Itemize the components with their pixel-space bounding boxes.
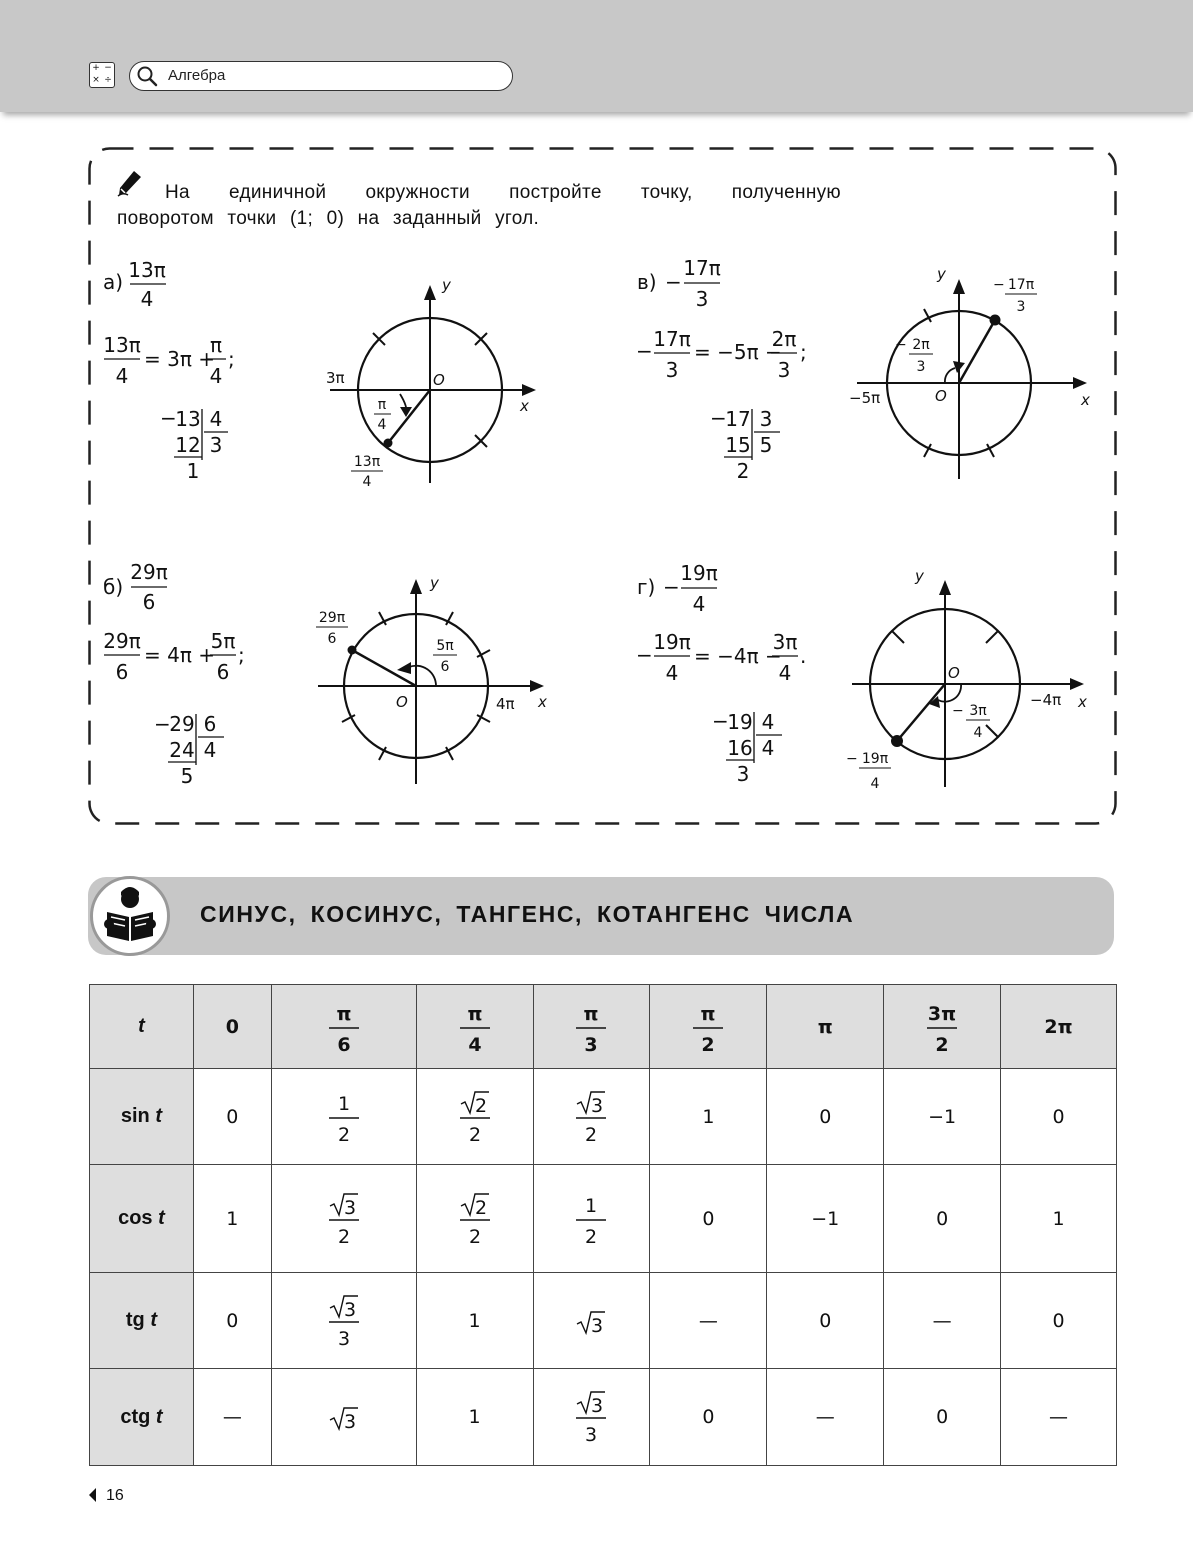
fraction-value [566, 1188, 616, 1250]
fraction-value [683, 996, 733, 1058]
table-cell [767, 1069, 884, 1165]
page-number [89, 1487, 124, 1505]
svg-text:2: 2 [474, 1094, 487, 1117]
svg-text:4: 4 [209, 364, 223, 388]
svg-text:x: x [1078, 693, 1087, 711]
svg-text:5π: 5π [436, 638, 454, 654]
svg-text:−: − [636, 643, 653, 667]
svg-text:4: 4 [692, 592, 706, 616]
header-angle [533, 985, 650, 1069]
cell-value: 0 [936, 1207, 949, 1230]
svg-text:O: O [935, 387, 947, 405]
fraction-value [566, 996, 616, 1058]
svg-text:4: 4 [467, 1033, 482, 1056]
cell-value: — [932, 1309, 952, 1332]
svg-text:3: 3 [343, 1411, 356, 1433]
svg-text:29: 29 [169, 712, 195, 736]
svg-text:π: π [700, 1002, 716, 1025]
svg-text:3π: 3π [772, 630, 798, 654]
svg-text:−4π: −4π [1030, 691, 1062, 709]
svg-text:3: 3 [759, 407, 773, 431]
unit-circle-diagram-v [845, 265, 1095, 490]
svg-text:= 4π +: = 4π + [144, 643, 215, 667]
svg-text:π: π [377, 397, 387, 413]
svg-text:π: π [467, 1002, 483, 1025]
svg-text:1: 1 [186, 459, 200, 483]
prev-page-icon[interactable] [89, 1488, 96, 1502]
svg-text:−: − [895, 337, 907, 353]
table-cell [533, 1165, 650, 1273]
svg-text:19: 19 [727, 710, 753, 734]
svg-text:= −4π −: = −4π − [694, 644, 782, 668]
row-function-label: cos t [90, 1165, 194, 1273]
svg-text:24: 24 [169, 738, 195, 762]
svg-text:−: − [636, 339, 653, 363]
cell-value: 0 [819, 1105, 832, 1128]
section-title: СИНУС, КОСИНУС, ТАНГЕНС, КОТАНГЕНС ЧИСЛА [200, 901, 855, 927]
svg-text:3: 3 [343, 1196, 356, 1219]
svg-text:3: 3 [584, 1033, 599, 1056]
trig-values-table [89, 984, 1117, 1466]
search-text: Алгебра [168, 67, 226, 84]
cell-value: — [698, 1309, 718, 1332]
header-angle [650, 985, 767, 1069]
svg-text:3: 3 [337, 1327, 350, 1350]
svg-text:6: 6 [216, 660, 230, 684]
table-cell [193, 1165, 271, 1273]
svg-text:1: 1 [585, 1194, 598, 1217]
svg-text:−: − [665, 270, 682, 294]
svg-text:5π: 5π [210, 629, 236, 653]
svg-text:O: O [396, 693, 408, 711]
cell-value: 0 [1052, 1309, 1065, 1332]
svg-text:−: − [663, 575, 680, 599]
svg-text:π: π [583, 1002, 599, 1025]
item-b-math [100, 560, 320, 790]
svg-text:19π: 19π [861, 751, 889, 767]
header-angle [193, 985, 271, 1069]
table-cell [271, 1369, 416, 1466]
svg-text:−: − [712, 709, 729, 733]
plus-glyph: + [92, 63, 100, 73]
svg-text:2: 2 [474, 1196, 487, 1219]
svg-text:29π: 29π [130, 560, 168, 584]
table-header-row [90, 985, 1117, 1069]
table-cell [884, 1273, 1001, 1369]
svg-text:17π: 17π [653, 327, 691, 351]
unit-circle-diagram-a [320, 275, 550, 495]
cell-value: — [815, 1406, 835, 1428]
table-cell [193, 1369, 271, 1466]
svg-text:3π: 3π [326, 369, 345, 387]
table-row [90, 1165, 1117, 1273]
item-a-label: а) [103, 270, 124, 294]
search-field[interactable] [129, 61, 513, 91]
table-cell [533, 1273, 650, 1369]
item-v-label: в) [637, 270, 657, 294]
svg-text:13π: 13π [103, 333, 141, 357]
svg-text:−: − [710, 406, 727, 430]
svg-text:6: 6 [327, 631, 337, 647]
svg-text:2: 2 [468, 1123, 481, 1146]
fraction-value [319, 996, 369, 1058]
svg-text:−: − [160, 406, 177, 430]
svg-text:−: − [993, 277, 1005, 293]
cell-value: 1 [468, 1406, 481, 1428]
table-cell [416, 1273, 533, 1369]
svg-text:3: 3 [591, 1314, 604, 1337]
table-cell [271, 1069, 416, 1165]
table-cell [1001, 1165, 1117, 1273]
item-g-label: г) [637, 575, 656, 599]
page-number-text: 16 [106, 1487, 124, 1504]
table-cell [533, 1069, 650, 1165]
cell-value: 2π [1044, 1015, 1073, 1038]
task-instruction [117, 180, 841, 232]
cell-value: 0 [702, 1207, 715, 1230]
svg-text:3: 3 [695, 287, 709, 311]
svg-text:4: 4 [209, 407, 223, 431]
svg-text:2: 2 [935, 1033, 949, 1056]
cell-value: 1 [468, 1309, 481, 1332]
fraction-value [450, 1086, 500, 1148]
svg-text:2: 2 [337, 1225, 350, 1248]
table-cell [193, 1069, 271, 1165]
svg-text:;: ; [238, 643, 245, 667]
svg-text:y: y [937, 265, 946, 283]
svg-text:6: 6 [440, 659, 450, 675]
svg-text:2π: 2π [771, 327, 797, 351]
svg-text:4: 4 [140, 287, 154, 311]
svg-text:= −5π −: = −5π − [694, 340, 782, 364]
cell-value: 0 [225, 1015, 239, 1038]
calculator-icon[interactable] [89, 62, 115, 88]
table-cell [884, 1165, 1001, 1273]
table-cell [767, 1165, 884, 1273]
cell-value: — [222, 1406, 242, 1428]
fraction-value [450, 1188, 500, 1250]
fraction-value [566, 1386, 616, 1448]
svg-text:x: x [538, 693, 547, 711]
svg-text:−: − [154, 712, 171, 736]
svg-text:3: 3 [777, 358, 791, 382]
svg-text:17: 17 [725, 407, 751, 431]
table-cell [416, 1069, 533, 1165]
minus-glyph: − [104, 63, 112, 73]
svg-text:17π: 17π [683, 256, 721, 280]
svg-text:6: 6 [203, 712, 217, 736]
svg-text:3: 3 [585, 1424, 598, 1446]
table-cell [1001, 1369, 1117, 1466]
svg-text:2: 2 [585, 1225, 598, 1248]
task-line-2: поворотом точки (1; 0) на заданный угол. [117, 208, 540, 229]
svg-text:3: 3 [343, 1298, 356, 1321]
cell-value: −1 [928, 1105, 957, 1128]
svg-text:2π: 2π [912, 337, 930, 353]
times-glyph: × [92, 75, 100, 85]
table-cell [271, 1273, 416, 1369]
cell-value: 0 [702, 1406, 715, 1428]
cell-value: 1 [702, 1105, 715, 1128]
table-row [90, 1069, 1117, 1165]
svg-text:O: O [948, 664, 960, 682]
table-cell [1001, 1069, 1117, 1165]
svg-text:y: y [442, 276, 451, 294]
svg-text:3: 3 [591, 1395, 604, 1417]
fraction-value [319, 1188, 369, 1250]
header-angle [271, 985, 416, 1069]
svg-text:1: 1 [337, 1092, 350, 1115]
svg-text:−: − [952, 703, 964, 719]
item-a-math [100, 255, 320, 485]
root-value [319, 1400, 369, 1434]
fraction-value [319, 1086, 369, 1148]
cell-value: 0 [936, 1406, 949, 1428]
svg-text:x: x [1081, 391, 1090, 409]
svg-text:;: ; [800, 340, 807, 364]
svg-text:4: 4 [761, 710, 775, 734]
fraction-value [917, 996, 967, 1058]
svg-text:5: 5 [759, 433, 773, 457]
svg-text:13π: 13π [353, 454, 381, 470]
table-cell [767, 1369, 884, 1466]
svg-text:3: 3 [665, 358, 679, 382]
svg-text:6: 6 [337, 1033, 351, 1056]
svg-text:4: 4 [362, 474, 372, 490]
cell-value: 1 [226, 1207, 239, 1230]
svg-text:4: 4 [377, 417, 387, 433]
svg-text:x: x [520, 397, 529, 415]
svg-text:4: 4 [115, 364, 129, 388]
svg-text:13π: 13π [128, 258, 166, 282]
header-t: t [90, 985, 194, 1069]
header-angle [1001, 985, 1117, 1069]
svg-text:.: . [800, 644, 807, 668]
item-g-math [634, 560, 854, 790]
table-cell [1001, 1273, 1117, 1369]
svg-text:;: ; [228, 347, 235, 371]
svg-text:2: 2 [468, 1225, 481, 1248]
table-cell [767, 1273, 884, 1369]
fraction-value [319, 1290, 369, 1352]
table-cell [650, 1165, 767, 1273]
svg-text:4: 4 [973, 725, 983, 741]
table-cell [416, 1165, 533, 1273]
svg-text:3: 3 [916, 359, 926, 375]
cell-value: 0 [819, 1309, 832, 1332]
task-line-1: На единичной окружности постройте точку, полученную [165, 182, 841, 203]
svg-text:19π: 19π [680, 561, 718, 585]
cell-value: — [1049, 1406, 1069, 1428]
unit-circle-diagram-b [310, 570, 555, 790]
table-cell [884, 1369, 1001, 1466]
root-value [566, 1304, 616, 1338]
svg-text:17π: 17π [1007, 277, 1035, 293]
svg-text:3π: 3π [927, 1002, 957, 1025]
cell-value: π [817, 1015, 833, 1038]
svg-text:6: 6 [142, 590, 156, 614]
row-function-label: sin t [90, 1069, 194, 1165]
table-cell [193, 1273, 271, 1369]
search-icon[interactable] [136, 65, 158, 87]
svg-text:4: 4 [203, 738, 217, 762]
svg-text:4π: 4π [496, 695, 515, 713]
svg-text:3: 3 [591, 1094, 604, 1117]
row-function-label: ctg t [90, 1369, 194, 1466]
svg-text:2: 2 [337, 1123, 350, 1146]
cell-value: −1 [811, 1207, 840, 1230]
svg-text:12: 12 [175, 433, 201, 457]
svg-text:−5π: −5π [849, 389, 881, 407]
svg-text:3: 3 [209, 433, 223, 457]
cell-value: 0 [226, 1309, 239, 1332]
svg-text:4: 4 [761, 736, 775, 760]
fraction-value [566, 1086, 616, 1148]
table-cell [884, 1069, 1001, 1165]
item-b-label: б) [103, 575, 124, 599]
svg-text:π: π [336, 1002, 352, 1025]
table-cell [533, 1369, 650, 1466]
svg-text:19π: 19π [653, 630, 691, 654]
table-cell [416, 1369, 533, 1466]
cell-value: 1 [1052, 1207, 1065, 1230]
unit-circle-diagram-g [840, 565, 1095, 795]
table-row [90, 1273, 1117, 1369]
svg-text:= 3π +: = 3π + [144, 347, 215, 371]
svg-text:2: 2 [701, 1033, 715, 1056]
svg-text:π: π [209, 333, 223, 357]
item-v-math [634, 255, 854, 485]
cell-value: 0 [226, 1105, 239, 1128]
svg-text:13: 13 [175, 407, 201, 431]
row-function-label: tg t [90, 1273, 194, 1369]
table-cell [271, 1165, 416, 1273]
table-cell [650, 1069, 767, 1165]
cell-value: 0 [1052, 1105, 1065, 1128]
header-angle [767, 985, 884, 1069]
top-bar [0, 0, 1193, 112]
svg-text:29π: 29π [103, 629, 141, 653]
svg-text:4: 4 [665, 661, 679, 685]
table-cell [650, 1273, 767, 1369]
table-row [90, 1369, 1117, 1466]
section-badge [90, 876, 170, 956]
svg-text:29π: 29π [318, 610, 346, 626]
header-angle [416, 985, 533, 1069]
svg-text:3: 3 [1016, 299, 1026, 315]
table-cell [650, 1369, 767, 1466]
reading-person-icon [93, 879, 167, 953]
svg-text:y: y [430, 574, 439, 592]
svg-text:y: y [915, 567, 924, 585]
svg-text:2: 2 [736, 459, 750, 483]
svg-text:6: 6 [115, 660, 129, 684]
svg-text:3: 3 [736, 762, 750, 786]
svg-text:4: 4 [870, 776, 880, 792]
header-angle [884, 985, 1001, 1069]
svg-text:−: − [846, 751, 858, 767]
svg-text:16: 16 [727, 736, 753, 760]
svg-text:3π: 3π [969, 703, 987, 719]
fraction-value [450, 996, 500, 1058]
svg-text:5: 5 [180, 764, 194, 788]
svg-text:4: 4 [778, 661, 792, 685]
svg-text:2: 2 [585, 1123, 598, 1146]
divide-glyph: ÷ [104, 75, 112, 85]
svg-text:O: O [433, 371, 445, 389]
svg-text:15: 15 [725, 433, 751, 457]
